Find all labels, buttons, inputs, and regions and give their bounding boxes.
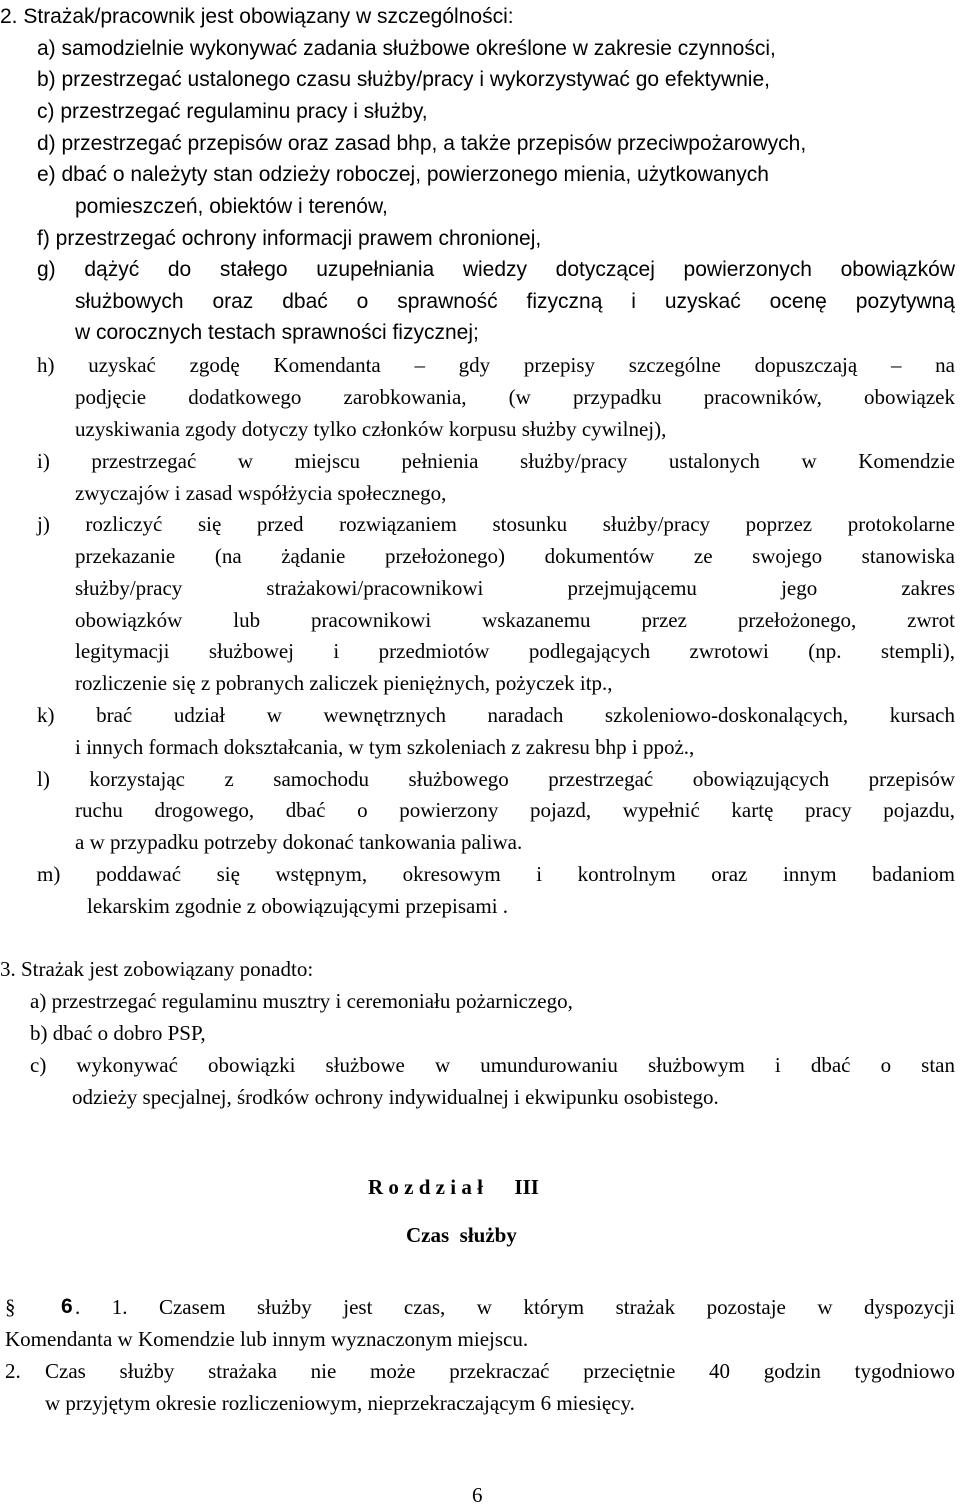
item-g-line2: służbowych oraz dbać o sprawność fizyczną i uzyskać ocenę pozytywną: [75, 290, 955, 313]
paragraph-number: 6: [61, 1295, 73, 1318]
item-j-line1: j) rozliczyć się przed rozwiązaniem stosunku służby/pracy poprzez protokolarne: [37, 512, 955, 536]
par6-p2-line2: w przyjętym okresie rozliczeniowym, nieprzekraczającym 6 miesięcy.: [45, 1391, 635, 1415]
item-g-line1: g) dążyć do stałego uzupełniania wiedzy dotyczącej powierzonych obowiązków: [37, 258, 955, 281]
par6-p2-line1: Czas służby strażaka nie może przekraczać przeciętnie 40 godzin tygodniowo: [45, 1359, 955, 1383]
section2-intro: 2. Strażak/pracownik jest obowiązany w szczególności:: [0, 5, 514, 28]
section3-item-c-line1: c) wykonywać obowiązki służbowe w umundurowaniu służbowym i dbać o stan: [30, 1053, 955, 1077]
item-h-line3: uzyskiwania zgody dotyczy tylko członków korpusu służby cywilnej),: [75, 417, 667, 441]
section3-item-c-line2: odzieży specjalnej, środków ochrony indywidualnej i ekwipunku osobistego.: [72, 1085, 719, 1109]
item-k-line1: k) brać udział w wewnętrznych naradach szkoleniowo-doskonalących, kursach: [37, 703, 955, 727]
item-l-line2: ruchu drogowego, dbać o powierzony pojazd, wypełnić kartę pracy pojazdu,: [75, 798, 955, 822]
chapter-title: Czas służby: [406, 1223, 517, 1247]
item-j-line6: rozliczenie się z pobranych zaliczek pieniężnych, pożyczek itp.,: [75, 671, 613, 695]
chapter-label: R o z d z i a ł III: [368, 1175, 539, 1199]
par6-p1-line2: Komendanta w Komendzie lub innym wyznaczonym miejscu.: [5, 1327, 529, 1351]
item-i-line2: zwyczajów i zasad współżycia społecznego,: [75, 481, 447, 505]
item-f: f) przestrzegać ochrony informacji prawem chronionej,: [37, 227, 542, 250]
item-j-line3: służby/pracy strażakowi/pracownikowi przejmującemu jego zakres: [75, 576, 955, 600]
item-h-line2: podjęcie dodatkowego zarobkowania, (w przypadku pracowników, obowiązek: [75, 385, 955, 409]
item-m-line2: lekarskim zgodnie z obowiązującymi przepisami .: [87, 894, 509, 918]
section3-item-a: a) przestrzegać regulaminu musztry i ceremoniału pożarniczego,: [30, 989, 573, 1013]
item-h-line1: h) uzyskać zgodę Komendanta – gdy przepisy szczególne dopuszczają – na: [37, 353, 955, 377]
item-a: a) samodzielnie wykonywać zadania służbowe określone w zakresie czynności,: [37, 37, 776, 60]
page-number: 6: [472, 1483, 483, 1507]
item-j-line2: przekazanie (na żądanie przełożonego) dokumentów ze swojego stanowiska: [75, 544, 955, 568]
item-m-line1: m) poddawać się wstępnym, okresowym i kontrolnym oraz innym badaniom: [37, 862, 955, 886]
item-j-line4: obowiązków lub pracownikowi wskazanemu przez przełożonego, zwrot: [75, 608, 955, 632]
item-e-line1: e) dbać o należyty stan odzieży roboczej, powierzonego mienia, użytkowanych: [37, 163, 769, 186]
item-j-line5: legitymacji służbowej i przedmiotów podlegających zwrotowi (np. stempli),: [75, 639, 955, 663]
item-c: c) przestrzegać regulaminu pracy i służby,: [37, 100, 428, 123]
item-e-line2: pomieszczeń, obiektów i terenów,: [75, 195, 388, 218]
par6-p2-number: 2.: [5, 1359, 21, 1383]
item-d: d) przestrzegać przepisów oraz zasad bhp, a także przepisów przeciwpożarowych,: [37, 132, 807, 155]
section3-intro: 3. Strażak jest zobowiązany ponadto:: [0, 957, 314, 981]
item-k-line2: i innych formach dokształcania, w tym szkoleniach z zakresu bhp i ppoż.,: [75, 735, 695, 759]
item-l-line3: a w przypadku potrzeby dokonać tankowania paliwa.: [75, 830, 523, 854]
paragraph-sign: §: [5, 1295, 16, 1319]
item-b: b) przestrzegać ustalonego czasu służby/pracy i wykorzystywać go efektywnie,: [37, 68, 770, 91]
item-l-line1: l) korzystając z samochodu służbowego przestrzegać obowiązujących przepisów: [37, 767, 955, 791]
section3-item-b: b) dbać o dobro PSP,: [30, 1021, 206, 1045]
item-i-line1: i) przestrzegać w miejscu pełnienia służby/pracy ustalonych w Komendzie: [37, 449, 955, 473]
item-g-line3: w corocznych testach sprawności fizycznej;: [75, 321, 479, 344]
par6-p1-line1: . 1. Czasem służby jest czas, w którym strażak pozostaje w dyspozycji: [75, 1295, 955, 1319]
